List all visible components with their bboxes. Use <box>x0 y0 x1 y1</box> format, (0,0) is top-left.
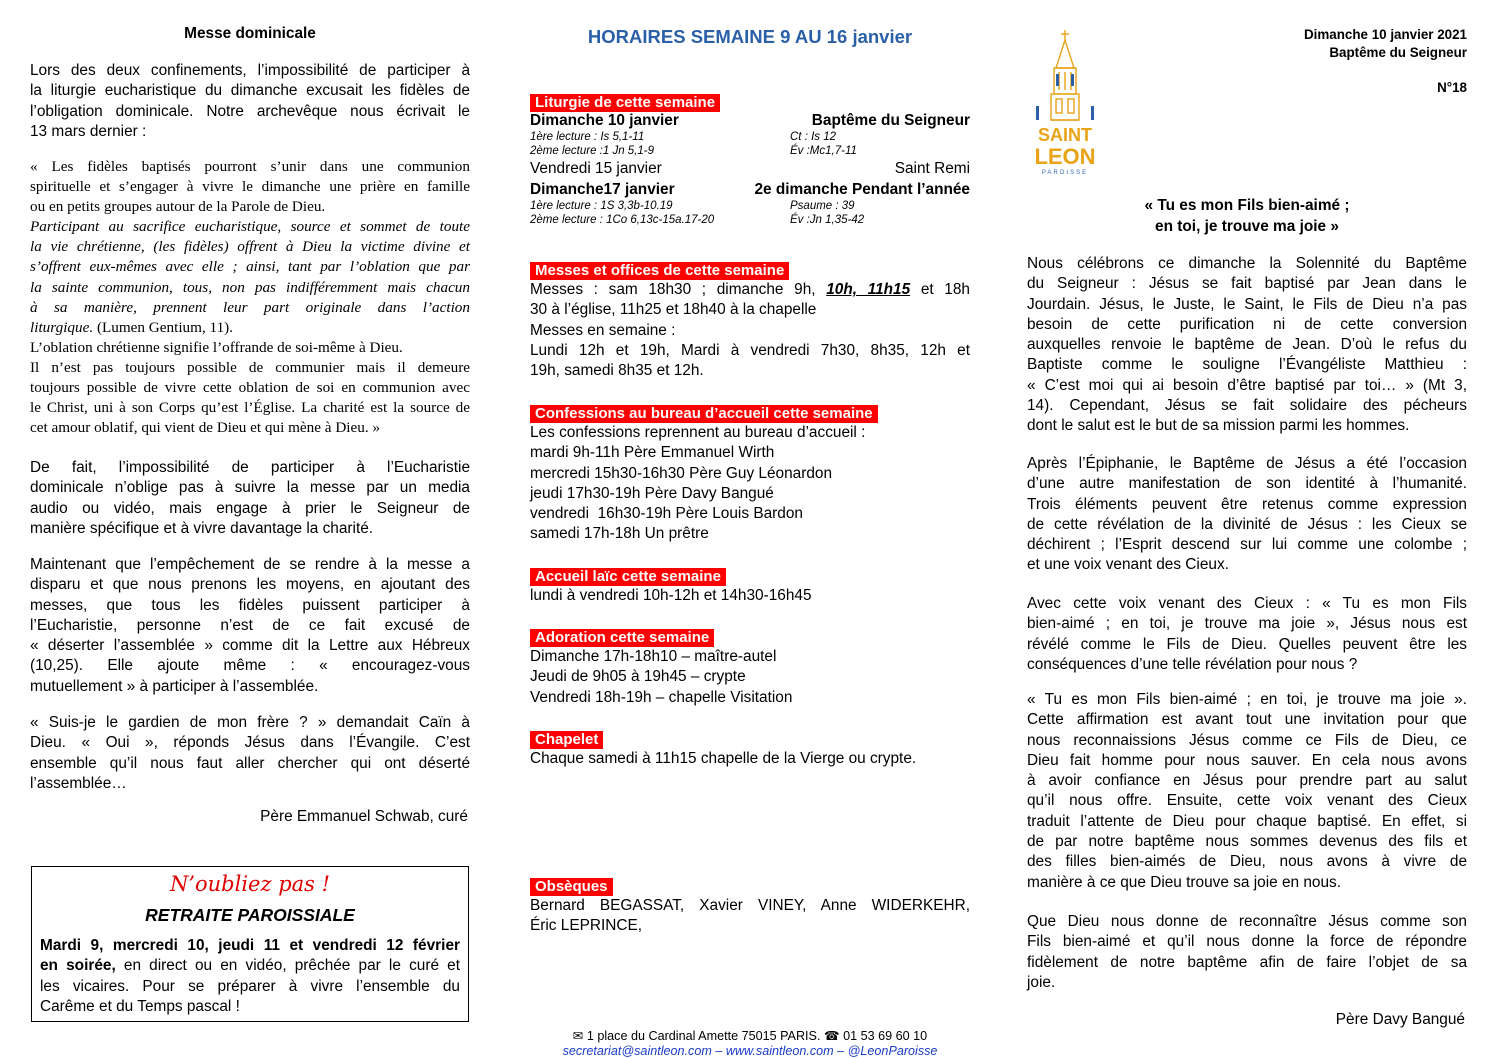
text-line: fidèlement de notre baptême afin de faire l’objet de sa <box>1027 953 1467 971</box>
reading-row <box>530 200 970 214</box>
text-line: Jeudi de 9h05 à 19h45 – crypte <box>530 668 746 686</box>
text-line: Il n’est pas toujours possible de communier mais il demeure <box>30 358 470 376</box>
text-line: manière spécifique et à vivre davantage la charité. <box>30 519 374 537</box>
text-line <box>40 956 460 976</box>
section-heading: Messe dominicale <box>184 25 316 42</box>
text-line: joie. <box>1027 973 1056 991</box>
text-line: du Seigneur : Jésus se fait baptisé par Jean dans le <box>1027 275 1467 293</box>
liturgy-day-row <box>530 180 970 200</box>
text-line: Cette affirmation est avant tout une invitation pour que <box>1027 711 1467 729</box>
text-line: mardi 9h-11h Père Emmanuel Wirth <box>530 444 775 462</box>
italic-text: liturgique. <box>30 318 94 336</box>
text-line: Vendredi 18h-19h – chapelle Visitation <box>530 688 793 706</box>
text-line: Que Dieu nous donne de reconnaître Jésus comme son <box>1027 913 1467 930</box>
text-line: Messes en semaine : <box>530 321 676 339</box>
text-line: Trois éléments peuvent être retenus comme expression <box>1027 495 1467 513</box>
section-accueil <box>530 568 970 606</box>
issue-number: N°18 <box>1437 80 1467 95</box>
editorial-paragraph-3 <box>1027 594 1467 675</box>
phone-number: 01 53 69 60 10 <box>843 1029 928 1043</box>
text-line: L’oblation chrétienne signifie l’offrande de soi-même à Dieu. <box>30 338 403 356</box>
section-confessions <box>530 405 970 545</box>
text-line: De fait, l’impossibilité de participer à l’Eucharistie <box>30 459 470 476</box>
text-line: Dieu fait homme pour nous sauver. En cela nous avons <box>1027 751 1467 769</box>
text-line: Chaque samedi à 11h15 chapelle de la Vierge ou crypte. <box>530 750 917 767</box>
section-label: Liturgie de cette semaine <box>530 94 720 112</box>
section-adoration <box>530 629 970 708</box>
highlighted-times: 10h, 11h15 <box>826 281 911 298</box>
day-title: Saint Remi <box>894 160 970 178</box>
text-line: auxquelles renvoie le baptême de Jean. D’où le refus du <box>1027 336 1467 354</box>
box-text <box>40 936 460 1017</box>
feature-quote <box>1057 195 1437 237</box>
section-obseques <box>530 878 970 937</box>
editorial-paragraph-5 <box>1027 912 1467 993</box>
text-line: cet amour oblatif, qui vient de Dieu et qui mène à Dieu. » <box>30 419 381 437</box>
intro-paragraph <box>30 61 470 142</box>
signature: Père Emmanuel Schwab, curé <box>260 808 468 825</box>
logo-text-leon: LEON <box>1034 144 1096 169</box>
text-line: 30 à l’église, 11h25 et 18h40 à la chapelle <box>530 301 817 319</box>
day-label: Dimanche 10 janvier <box>530 112 679 129</box>
text: en direct ou en vidéo, prêchée par le curé et <box>115 957 460 975</box>
reading: Év :Jn 1,35-42 <box>790 213 865 226</box>
section-label: Adoration cette semaine <box>530 629 714 647</box>
text-line: la liturgie eucharistique du dimanche excusait les fidèles de <box>30 82 470 100</box>
quote-block <box>30 157 470 438</box>
text-line: Après l’Épiphanie, le Baptême de Jésus a été l’occasion <box>1027 455 1467 472</box>
text-line: l’Eucharistie, personne n’est de ce fait excusé de <box>30 616 470 634</box>
section-label: Accueil laïc cette semaine <box>530 568 726 586</box>
text-line: Fils bien-aimé et qu’il nous donne la force de répondre <box>1027 933 1467 951</box>
feast-name: Baptême du Seigneur <box>1329 45 1467 60</box>
text-line: vendredi 16h30-19h Père Louis Bardon <box>530 505 803 523</box>
text-line: audio ou vidéo, mais engage à prier le Seigneur de <box>30 499 470 517</box>
address: 1 place du Cardinal Amette 75015 PARIS. <box>586 1029 821 1043</box>
text-line: les vicaires. Pour se préparer à vivre l’ensemble du <box>40 977 460 995</box>
envelope-icon: ✉ <box>572 1029 584 1043</box>
text-line: Mardi 9, mercredi 10, jeudi 11 et vendredi 12 février <box>40 937 460 954</box>
text-line: toujours possible de vivre cette oblation de soi en communion avec <box>30 379 470 397</box>
text-line: ou en petits groupes autour de la Parole de Dieu. <box>30 198 326 216</box>
citation: (Lumen Gentium, 11). <box>93 318 234 336</box>
text-line: à sa manière, prennent leur part originale dans l’action <box>30 298 470 316</box>
section-label: Chapelet <box>530 731 603 749</box>
text-line: à avoir confiance en Jésus pour prendre part au salut <box>1027 772 1467 790</box>
day-title: Baptême du Seigneur <box>811 112 970 129</box>
section-messes <box>530 262 970 381</box>
section-label: Confessions au bureau d’accueil cette semaine <box>530 405 878 423</box>
day-label: Vendredi 15 janvier <box>530 160 662 178</box>
text-line: Dieu. « Oui », réponds Jésus dans l’Évangile. C’est <box>30 734 470 752</box>
text-line: Les confessions reprennent au bureau d’accueil : <box>530 424 866 441</box>
text-line: qu’il nous offre. Ensuite, cette voix venant des Cieux <box>1027 792 1467 810</box>
text-line: d’une autre manifestation de son identité à l’humanité. <box>1027 475 1467 493</box>
parish-logo <box>1030 28 1100 178</box>
reading: Psaume : 39 <box>790 199 855 212</box>
reading: Év :Mc1,7-11 <box>790 145 857 158</box>
section-chapelet <box>530 731 970 769</box>
text: et 18h <box>910 281 970 298</box>
box-title: N’oubliez pas ! <box>169 872 331 896</box>
page-title: HORAIRES SEMAINE 9 AU 16 janvier <box>587 26 913 47</box>
text-line: s’offrent eux-mêmes avec elle ; ainsi, tant par l’oblation que par <box>30 258 470 276</box>
editorial-paragraph-2 <box>1027 454 1467 576</box>
paragraph-4 <box>30 713 470 794</box>
contact-links[interactable]: secretariat@saintleon.com – www.saintleon.com – @LeonParoisse <box>562 1044 938 1058</box>
section-label: Obsèques <box>530 878 613 896</box>
text-line: Carême et du Temps pascal ! <box>40 997 240 1015</box>
text-line: des filles bien-aimés de Dieu, nous avons à vivre de <box>1027 853 1467 871</box>
text-line: et une voix venant des Cieux. <box>1027 556 1229 574</box>
issue-date: Dimanche 10 janvier 2021 <box>1303 27 1467 42</box>
text-line <box>530 280 970 300</box>
text-line: Lors des deux confinements, l’impossibilité de participer à <box>30 62 470 79</box>
box-subtitle: RETRAITE PAROISSIALE <box>145 905 355 925</box>
text-line: l’obligation dominicale. Notre archevêque nous écrivait le <box>30 102 470 120</box>
text-line: mercredi 15h30-16h30 Père Guy Léonardon <box>530 464 833 482</box>
paragraph-3 <box>30 555 470 697</box>
text-line: conséquences d’une telle révélation pour nous ? <box>1027 655 1358 673</box>
text-line: l’assemblée… <box>30 774 127 792</box>
text-line: de par notre baptême nous sommes devenus des fils et <box>1027 833 1467 851</box>
signature: Père Davy Bangué <box>1335 1011 1465 1028</box>
text-line: bien-aimé ; en toi, je trouve ma joie », Jésus nous est <box>1027 615 1467 633</box>
text-line: Éric LEPRINCE, <box>530 917 643 935</box>
reading-row <box>530 214 970 228</box>
text-line: de cette révélation de la divinité de Jésus : les Cieux se <box>1027 515 1467 533</box>
reading: 2ème lecture : 1Co 6,13c-15a.17-20 <box>530 213 715 226</box>
editorial-paragraph-1 <box>1027 254 1467 437</box>
retreat-announcement-box <box>31 866 469 1022</box>
text-line <box>30 318 470 338</box>
reading: 2ème lecture :1 Jn 5,1-9 <box>530 145 655 158</box>
text-line: (10,25). Elle ajoute même : « encouragez-vous <box>30 657 470 675</box>
text-line: « Tu es mon Fils bien-aimé ; <box>1144 197 1350 214</box>
paragraph-2 <box>30 458 470 539</box>
text-line: lundi à vendredi 10h-12h et 14h30-16h45 <box>530 587 812 604</box>
church-spire-icon <box>1030 28 1100 178</box>
editorial-paragraph-4 <box>1027 690 1467 893</box>
text-line: Nous célébrons ce dimanche la Solennité du Baptême <box>1027 255 1467 272</box>
text-line: besoin de cette purification ni de cette conversion <box>1027 315 1467 333</box>
text-line: messes, que tous les fidèles puissent participer à <box>30 596 470 614</box>
text-line: déchirent ; l’Esprit descend sur lui comme une colombe ; <box>1027 536 1467 554</box>
text-line: samedi 17h-18h Un prêtre <box>530 525 709 543</box>
text-line: révélé comme le Fils de Dieu. Quelles peuvent être les <box>1027 635 1467 653</box>
phone-icon: ☎ <box>823 1029 840 1043</box>
text-line: Baptiste comme le souligne l’Évangéliste Matthieu : <box>1027 356 1467 374</box>
day-title: 2e dimanche Pendant l’année <box>754 180 970 198</box>
text-line: Lundi 12h et 19h, Mardi à vendredi 7h30, 8h35, 12h et <box>530 341 970 359</box>
section-label: Messes et offices de cette semaine <box>530 262 789 280</box>
text-line: Jourdain. Jésus, le Juste, le Saint, le Fils de Dieu n’a pas <box>1027 295 1467 313</box>
text-line: 19h, samedi 8h35 et 12h. <box>530 362 704 380</box>
text-line: ensemble qu’il nous faut aller chercher qui ont déserté <box>30 754 470 772</box>
text-line: nous reconnaissions Jésus comme ce Fils de Dieu, ce <box>1027 731 1467 749</box>
text-line: disparu et que nous prenons les moyens, en ajoutant des <box>30 576 470 594</box>
text-line: la sainte communion, tous, non pas indifféremment mais chacun <box>30 278 470 296</box>
reading: 1ère lecture : 1S 3,3b-10.19 <box>530 199 673 212</box>
logo-text-saint: SAINT <box>1038 125 1092 145</box>
section-liturgie <box>530 94 970 228</box>
text-line: « déserter l’assemblée » comme dit la Lettre aux Hébreux <box>30 637 470 655</box>
text-line: Maintenant que l’empêchement de se rendre à la messe a <box>30 556 470 573</box>
liturgy-day-row <box>530 111 970 131</box>
text-line: Participant au sacrifice eucharistique, source et sommet de toute <box>30 218 470 236</box>
text-line: 14). Cependant, Jésus se fait solidaire des pécheurs <box>1027 397 1467 415</box>
text-line: 13 mars dernier : <box>30 122 147 140</box>
text-line: dominicale n’oblige pas à suivre la messe par un media <box>30 479 470 497</box>
text-line: Dimanche 17h-18h10 – maître-autel <box>530 648 777 665</box>
text-line: mutuellement » à participer à l’assemblée. <box>30 677 319 695</box>
text-line: « Tu es mon Fils bien-aimé ; en toi, je trouve ma joie ». <box>1027 691 1467 708</box>
text-line: « Les fidèles baptisés pourront s’unir dans une communion <box>30 158 470 175</box>
reading-row <box>530 131 970 145</box>
reading: Ct : Is 12 <box>790 131 837 144</box>
text: Messes : sam 18h30 ; dimanche 9h, <box>530 281 827 298</box>
bold-text: en soirée, <box>40 957 116 975</box>
text-line: Bernard BEGASSAT, Xavier VINEY, Anne WIDERKEHR, <box>530 897 970 914</box>
text-line: la vie chrétienne, (les fidèles) offrent à Dieu la victime divine et <box>30 238 470 256</box>
logo-text-paroisse: PAROISSE <box>1041 170 1089 176</box>
text-line: dont le salut est le but de sa mission parmi les hommes. <box>1027 417 1410 435</box>
text-line: jeudi 17h30-19h Père Davy Bangué <box>530 484 774 502</box>
text-line: le Christ, uni à son Corps qu’est l’Église. La charité est la source de <box>30 399 470 417</box>
text-line: en toi, je trouve ma joie » <box>1155 218 1339 235</box>
contact-footer <box>530 1028 970 1044</box>
reading: 1ère lecture : Is 5,1-11 <box>530 131 645 144</box>
text-line: spirituelle et s’engager à vivre le dimanche une prière en famille <box>30 178 470 196</box>
text-line: Avec cette voix venant des Cieux : « Tu es mon Fils <box>1027 595 1467 612</box>
day-label: Dimanche17 janvier <box>530 180 675 198</box>
liturgy-day-row <box>530 159 970 179</box>
text-line: manière à ce que Dieu trouve sa joie en nous. <box>1027 873 1341 891</box>
text-line: « Suis-je le gardien de mon frère ? » demandait Caïn à <box>30 714 470 731</box>
text-line: « C’est moi qui ai besoin d’être baptisé par toi… » (Mt 3, <box>1027 376 1467 394</box>
text-line: traduit l’attente de Dieu pour chaque baptisé. En effet, si <box>1027 812 1467 830</box>
reading-row <box>530 145 970 159</box>
